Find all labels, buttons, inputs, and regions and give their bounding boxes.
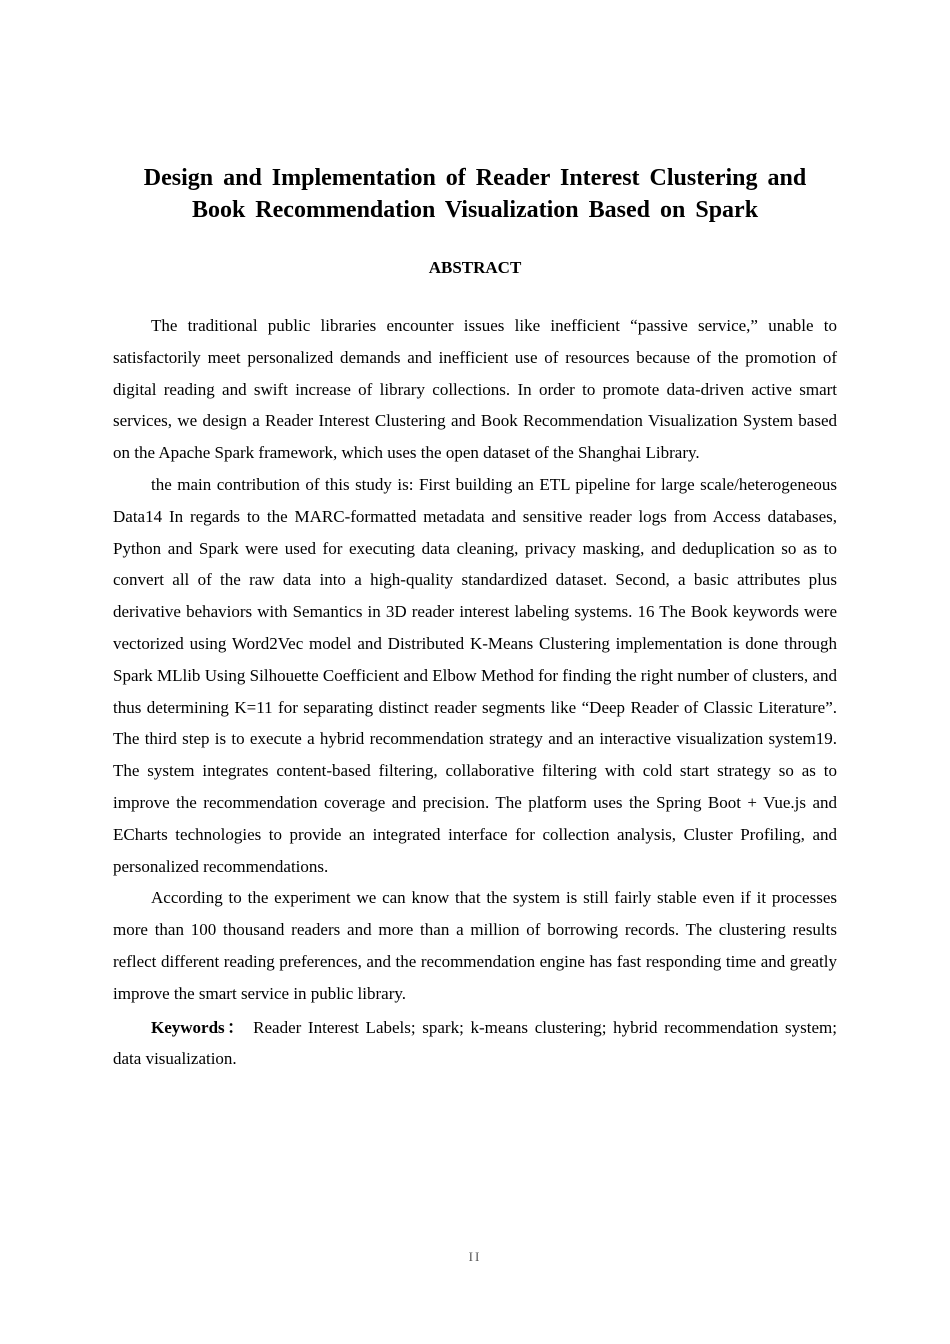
abstract-heading: ABSTRACT — [428, 258, 522, 277]
abstract-paragraph-3: According to the experiment we can know that the system is still fairly stable even if it processes more than 100 thousand readers and more than a million of borrowing records. The clustering results reflect different reading preferences, and the recommendation engine has fast responding time and greatly improve the smart service in public library. — [113, 888, 837, 1003]
keywords-text: Reader Interest Labels; spark; k-means clustering; hybrid recommendation system; data visualization. — [113, 1017, 837, 1068]
paper-title: Design and Implementation of Reader Interest Clustering and Book Recommendation Visualization Based on Spark — [143, 165, 807, 223]
abstract-paragraph-2: the main contribution of this study is: First building an ETL pipeline for large scale/heterogeneous Data14 In regards to the MARC-formatted metadata and sensitive reader logs from Access databases, Python and Spark were used for executing data cleaning, privacy masking, and deduplication so as to convert all of the raw data into a high-quality standardized dataset. Second, a basic attributes plus derivative behaviors with Semantics in 3D reader interest labeling systems. 16 The Book keywords were vectorized using Word2Vec model and Distributed K-Means Clustering implementation is done through Spark MLlib Using Silhouette Coefficient and Elbow Method for finding the right number of clusters, and thus determining K=11 for separating distinct reader segments like “Deep Reader of Classic Literature”. The third step is to execute a hybrid recommendation strategy and an interactive visualization system19. The system integrates content-based filtering, collaborative filtering with cold start strategy so as to improve the recommendation coverage and precision. The platform uses the Spring Boot + Vue.js and ECharts technologies to provide an integrated interface for collection analysis, Cluster Profiling, and personalized recommendations. — [113, 474, 837, 876]
abstract-paragraph-1: The traditional public libraries encounter issues like inefficient “passive service,” unable to satisfactorily meet personalized demands and inefficient use of resources because of the promotion of digital reading and swift increase of library collections. In order to promote data-driven active smart services, we design a Reader Interest Clustering and Book Recommendation Visualization System based on the Apache Spark framework, which uses the open dataset of the Shanghai Library. — [113, 316, 837, 463]
keywords-label: Keywords： — [151, 1017, 247, 1037]
page-number: II — [468, 1249, 482, 1264]
abstract-body — [113, 310, 837, 1074]
keywords-line — [113, 1012, 837, 1074]
